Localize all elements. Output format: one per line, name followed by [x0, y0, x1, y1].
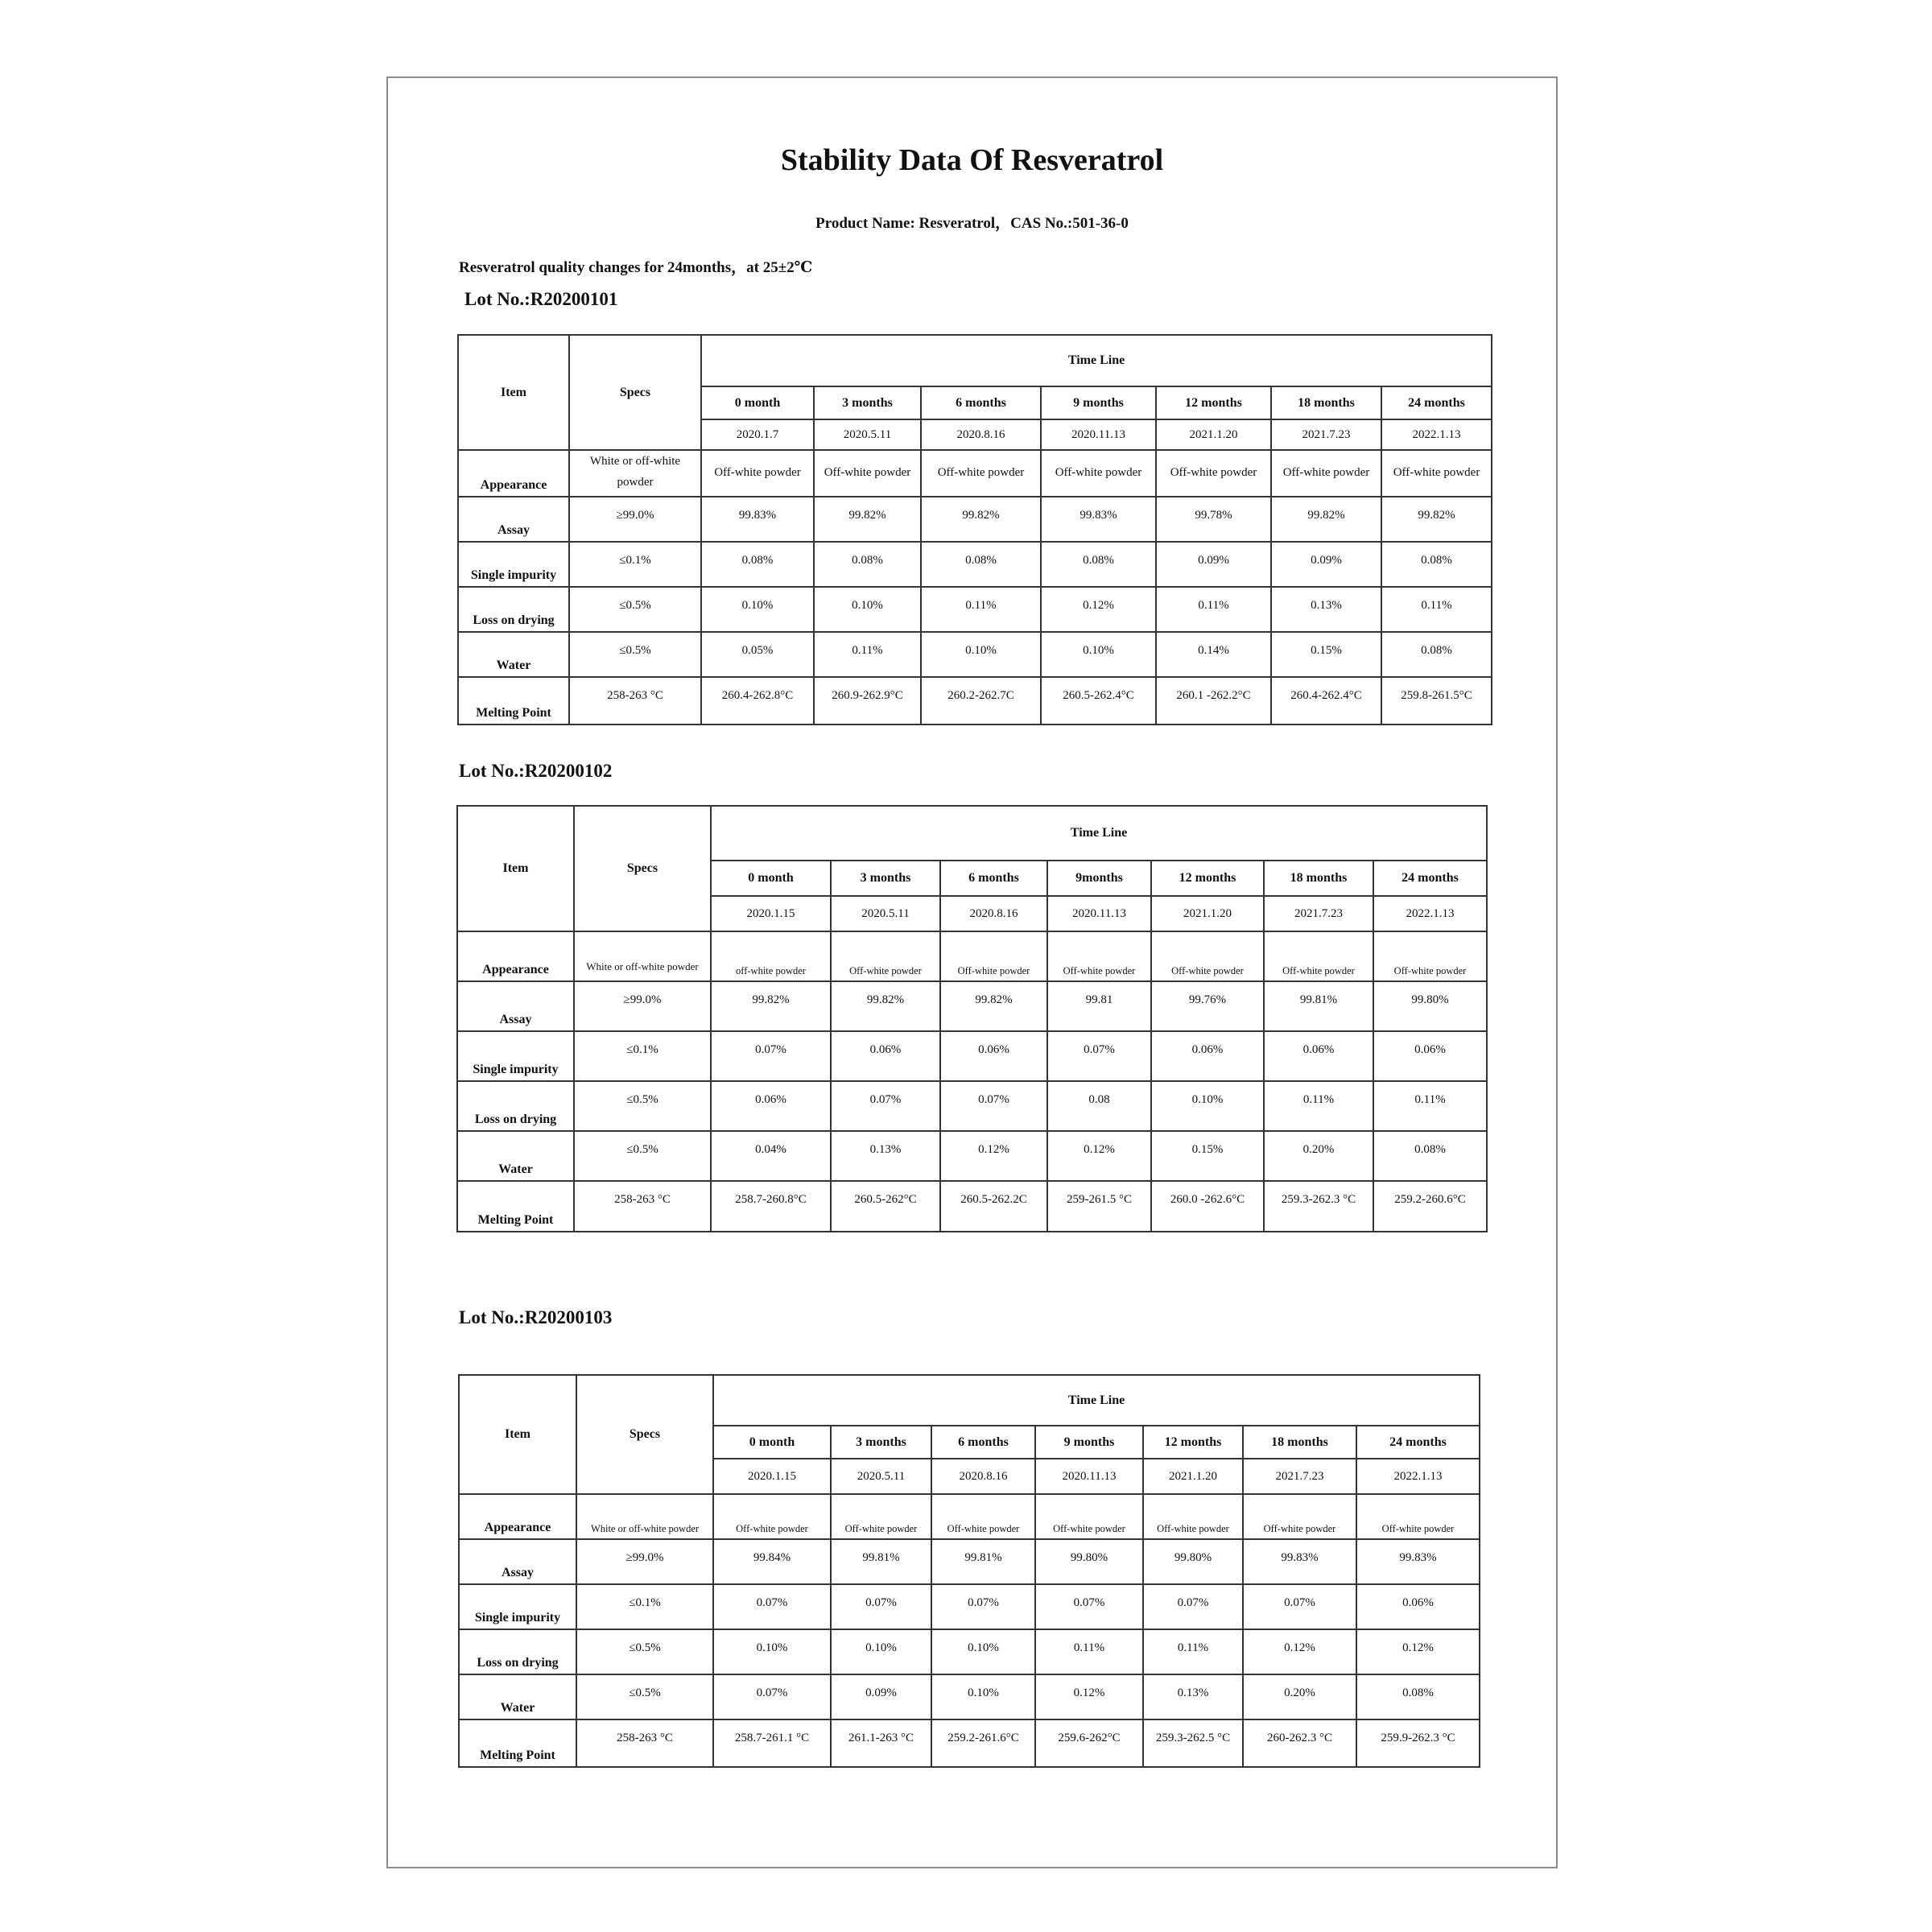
result-cell: 0.06% [1356, 1584, 1480, 1629]
result-cell: 0.07% [1143, 1584, 1243, 1629]
result-cell: 0.12% [1047, 1131, 1151, 1181]
result-cell: 0.07% [831, 1584, 931, 1629]
result-cell: 0.07% [711, 1031, 831, 1081]
result-cell: Off-white powder [1151, 931, 1264, 981]
item-label: Water [457, 1131, 574, 1181]
result-cell: 99.82% [1381, 497, 1492, 542]
result-cell: Off-white powder [1156, 450, 1271, 497]
table-row [457, 1031, 1487, 1081]
item-header: Item [458, 335, 569, 450]
result-cell: 99.82% [1271, 497, 1381, 542]
result-cell: 0.07% [940, 1081, 1047, 1131]
month-header: 9months [1047, 861, 1151, 896]
table-row [457, 981, 1487, 1031]
spec-value: White or off-white powder [576, 1494, 713, 1539]
result-cell: 0.13% [1143, 1674, 1243, 1719]
month-header: 18 months [1264, 861, 1373, 896]
timeline-header: Time Line [701, 335, 1492, 386]
result-cell: 0.05% [701, 632, 814, 677]
month-header: 18 months [1271, 386, 1381, 419]
test-date: 2020.5.11 [814, 419, 921, 450]
item-label: Melting Point [457, 1181, 574, 1232]
test-date: 2020.11.13 [1035, 1459, 1143, 1494]
result-cell: Off-white powder [921, 450, 1041, 497]
table-row [458, 587, 1492, 632]
result-cell: 259-261.5 °C [1047, 1181, 1151, 1232]
specs-header: Specs [574, 806, 711, 931]
spec-value: 258-263 °C [574, 1181, 711, 1232]
result-cell: 0.08% [701, 542, 814, 587]
result-cell: 99.82% [814, 497, 921, 542]
test-date: 2021.7.23 [1264, 896, 1373, 931]
result-cell: Off-white powder [1271, 450, 1381, 497]
result-cell: off-white powder [711, 931, 831, 981]
table-row [459, 1584, 1480, 1629]
result-cell: 0.11% [1156, 587, 1271, 632]
result-cell: 0.13% [831, 1131, 940, 1181]
product-info: Product Name: Resveratrol，CAS No.:501-36-0 [815, 215, 1129, 232]
lot-title-2: Lot No.:R20200102 [459, 761, 613, 781]
item-label: Melting Point [459, 1719, 576, 1767]
result-cell: Off-white powder [1143, 1494, 1243, 1539]
result-cell: 0.06% [1151, 1031, 1264, 1081]
item-label: Water [459, 1674, 576, 1719]
item-label: Loss on drying [458, 587, 569, 632]
result-cell: Off-white powder [831, 1494, 931, 1539]
result-cell: 0.20% [1243, 1674, 1356, 1719]
result-cell: 0.10% [1041, 632, 1156, 677]
result-cell: 99.81% [931, 1539, 1035, 1584]
result-cell: 0.07% [931, 1584, 1035, 1629]
stability-table-lot-2 [456, 805, 1488, 1232]
test-date: 2022.1.13 [1381, 419, 1492, 450]
result-cell: 99.83% [701, 497, 814, 542]
stability-table-lot-1 [457, 334, 1492, 725]
result-cell: 0.10% [701, 587, 814, 632]
result-cell: 0.09% [1156, 542, 1271, 587]
spec-value: ≤0.5% [576, 1674, 713, 1719]
result-cell: 258.7-260.8°C [711, 1181, 831, 1232]
test-date: 2022.1.13 [1356, 1459, 1480, 1494]
result-cell: 99.81% [1264, 981, 1373, 1031]
result-cell: 0.04% [711, 1131, 831, 1181]
result-cell: 260.2-262.7C [921, 677, 1041, 724]
result-cell: Off-white powder [1381, 450, 1492, 497]
item-label: Assay [458, 497, 569, 542]
month-header: 24 months [1356, 1426, 1480, 1459]
specs-header: Specs [576, 1375, 713, 1494]
result-cell: 259.2-260.6°C [1373, 1181, 1487, 1232]
result-cell: 99.83% [1041, 497, 1156, 542]
result-cell: 0.07% [713, 1584, 831, 1629]
result-cell: 0.07% [831, 1081, 940, 1131]
result-cell: 0.11% [1381, 587, 1492, 632]
lot-title-1: Lot No.:R20200101 [464, 289, 618, 309]
spec-value: ≥99.0% [574, 981, 711, 1031]
result-cell: 99.78% [1156, 497, 1271, 542]
result-cell: 0.11% [1264, 1081, 1373, 1131]
test-date: 2020.5.11 [831, 1459, 931, 1494]
result-cell: 0.06% [711, 1081, 831, 1131]
result-cell: 0.08% [814, 542, 921, 587]
table-row [458, 497, 1492, 542]
result-cell: 0.09% [1271, 542, 1381, 587]
spec-value: ≥99.0% [569, 497, 701, 542]
result-cell: 0.11% [814, 632, 921, 677]
result-cell: 260.9-262.9°C [814, 677, 921, 724]
result-cell: 0.12% [940, 1131, 1047, 1181]
item-label: Loss on drying [459, 1629, 576, 1674]
result-cell: 0.07% [1243, 1584, 1356, 1629]
month-header: 24 months [1373, 861, 1487, 896]
result-cell: 259.6-262°C [1035, 1719, 1143, 1767]
item-header: Item [459, 1375, 576, 1494]
result-cell: Off-white powder [940, 931, 1047, 981]
timeline-header: Time Line [713, 1375, 1480, 1426]
result-cell: 0.07% [713, 1674, 831, 1719]
spec-value: White or off-white powder [569, 450, 701, 497]
intro-text: Resveratrol quality changes for 24months，at 25±2℃ [459, 259, 813, 276]
result-cell: 0.10% [1151, 1081, 1264, 1131]
item-label: Single impurity [458, 542, 569, 587]
result-cell: 0.08 [1047, 1081, 1151, 1131]
result-cell: 0.10% [814, 587, 921, 632]
result-cell: 0.12% [1041, 587, 1156, 632]
table-row [459, 1494, 1480, 1539]
month-header: 3 months [831, 1426, 931, 1459]
table-row [457, 1131, 1487, 1181]
item-label: Appearance [458, 450, 569, 497]
month-header: 0 month [701, 386, 814, 419]
result-cell: 0.07% [1047, 1031, 1151, 1081]
table-row [458, 677, 1492, 724]
timeline-header: Time Line [711, 806, 1487, 861]
result-cell: 99.81 [1047, 981, 1151, 1031]
result-cell: 99.83% [1356, 1539, 1480, 1584]
month-header: 24 months [1381, 386, 1492, 419]
item-label: Water [458, 632, 569, 677]
table-row [458, 450, 1492, 497]
test-date: 2020.1.15 [713, 1459, 831, 1494]
spec-value: ≤0.5% [576, 1629, 713, 1674]
result-cell: 99.80% [1035, 1539, 1143, 1584]
result-cell: 99.76% [1151, 981, 1264, 1031]
result-cell: 260.4-262.8°C [701, 677, 814, 724]
result-cell: 260.0 -262.6°C [1151, 1181, 1264, 1232]
spec-value: ≤0.5% [569, 632, 701, 677]
lot-title-3: Lot No.:R20200103 [459, 1307, 613, 1327]
result-cell: 0.11% [921, 587, 1041, 632]
result-cell: 260.1 -262.2°C [1156, 677, 1271, 724]
result-cell: 99.81% [831, 1539, 931, 1584]
result-cell: 0.08% [1041, 542, 1156, 587]
test-date: 2020.11.13 [1047, 896, 1151, 931]
month-header: 0 month [713, 1426, 831, 1459]
spec-value: White or off-white powder [574, 931, 711, 981]
result-cell: 0.10% [713, 1629, 831, 1674]
month-header: 12 months [1143, 1426, 1243, 1459]
test-date: 2020.11.13 [1041, 419, 1156, 450]
header-row [459, 1375, 1480, 1426]
test-date: 2022.1.13 [1373, 896, 1487, 931]
header-row [458, 335, 1492, 386]
item-label: Single impurity [459, 1584, 576, 1629]
result-cell: 0.06% [831, 1031, 940, 1081]
table-row [457, 1081, 1487, 1131]
stability-table-lot-3 [458, 1374, 1480, 1768]
month-header: 0 month [711, 861, 831, 896]
result-cell: 259.3-262.3 °C [1264, 1181, 1373, 1232]
result-cell: 99.82% [921, 497, 1041, 542]
result-cell: 0.08% [1373, 1131, 1487, 1181]
item-label: Assay [459, 1539, 576, 1584]
test-date: 2021.1.20 [1151, 896, 1264, 931]
spec-value: 258-263 °C [569, 677, 701, 724]
test-date: 2021.1.20 [1143, 1459, 1243, 1494]
spec-value: ≤0.1% [576, 1584, 713, 1629]
result-cell: 0.15% [1271, 632, 1381, 677]
spec-value: ≤0.5% [574, 1131, 711, 1181]
result-cell: 0.07% [1035, 1584, 1143, 1629]
result-cell: 0.12% [1035, 1674, 1143, 1719]
result-cell: 99.80% [1373, 981, 1487, 1031]
spec-value: ≤0.1% [569, 542, 701, 587]
table-row [459, 1674, 1480, 1719]
result-cell: 99.83% [1243, 1539, 1356, 1584]
item-label: Loss on drying [457, 1081, 574, 1131]
result-cell: 0.09% [831, 1674, 931, 1719]
spec-value: 258-263 °C [576, 1719, 713, 1767]
table-row [459, 1629, 1480, 1674]
test-date: 2020.8.16 [940, 896, 1047, 931]
table-row [458, 632, 1492, 677]
result-cell: Off-white powder [814, 450, 921, 497]
result-cell: 259.2-261.6°C [931, 1719, 1035, 1767]
table-row [459, 1719, 1480, 1767]
result-cell: 259.9-262.3 °C [1356, 1719, 1480, 1767]
result-cell: Off-white powder [1243, 1494, 1356, 1539]
document-page [386, 76, 1558, 1868]
spec-value: ≤0.5% [574, 1081, 711, 1131]
result-cell: 0.13% [1271, 587, 1381, 632]
test-date: 2021.7.23 [1271, 419, 1381, 450]
result-cell: Off-white powder [931, 1494, 1035, 1539]
spec-value: ≤0.5% [569, 587, 701, 632]
item-label: Single impurity [457, 1031, 574, 1081]
result-cell: 0.06% [1373, 1031, 1487, 1081]
month-header: 6 months [921, 386, 1041, 419]
result-cell: 0.10% [921, 632, 1041, 677]
result-cell: 0.08% [1381, 632, 1492, 677]
result-cell: 0.08% [1356, 1674, 1480, 1719]
result-cell: Off-white powder [1041, 450, 1156, 497]
spec-value: ≥99.0% [576, 1539, 713, 1584]
test-date: 2020.5.11 [831, 896, 940, 931]
item-label: Assay [457, 981, 574, 1031]
header-row [457, 806, 1487, 861]
result-cell: 260.5-262°C [831, 1181, 940, 1232]
result-cell: 0.14% [1156, 632, 1271, 677]
result-cell: 99.82% [831, 981, 940, 1031]
result-cell: 0.15% [1151, 1131, 1264, 1181]
result-cell: Off-white powder [701, 450, 814, 497]
result-cell: 261.1-263 °C [831, 1719, 931, 1767]
month-header: 9 months [1041, 386, 1156, 419]
result-cell: Off-white powder [713, 1494, 831, 1539]
result-cell: Off-white powder [1356, 1494, 1480, 1539]
document-title: Stability Data Of Resveratrol [780, 143, 1164, 177]
test-date: 2020.8.16 [921, 419, 1041, 450]
month-header: 12 months [1156, 386, 1271, 419]
month-header: 9 months [1035, 1426, 1143, 1459]
result-cell: 99.80% [1143, 1539, 1243, 1584]
item-label: Appearance [459, 1494, 576, 1539]
month-header: 12 months [1151, 861, 1264, 896]
result-cell: Off-white powder [1264, 931, 1373, 981]
result-cell: Off-white powder [1047, 931, 1151, 981]
result-cell: 0.11% [1035, 1629, 1143, 1674]
table-row [457, 931, 1487, 981]
result-cell: 260.4-262.4°C [1271, 677, 1381, 724]
result-cell: 0.20% [1264, 1131, 1373, 1181]
month-header: 3 months [814, 386, 921, 419]
test-date: 2020.8.16 [931, 1459, 1035, 1494]
result-cell: 0.12% [1356, 1629, 1480, 1674]
result-cell: 0.08% [921, 542, 1041, 587]
test-date: 2021.1.20 [1156, 419, 1271, 450]
result-cell: 0.08% [1381, 542, 1492, 587]
table-row [457, 1181, 1487, 1232]
result-cell: 259.3-262.5 °C [1143, 1719, 1243, 1767]
test-date: 2021.7.23 [1243, 1459, 1356, 1494]
result-cell: 0.10% [931, 1674, 1035, 1719]
item-header: Item [457, 806, 574, 931]
result-cell: Off-white powder [1035, 1494, 1143, 1539]
test-date: 2020.1.15 [711, 896, 831, 931]
result-cell: 0.12% [1243, 1629, 1356, 1674]
result-cell: 0.11% [1143, 1629, 1243, 1674]
month-header: 6 months [931, 1426, 1035, 1459]
result-cell: 260.5-262.2C [940, 1181, 1047, 1232]
result-cell: 260-262.3 °C [1243, 1719, 1356, 1767]
table-row [459, 1539, 1480, 1584]
result-cell: 0.06% [940, 1031, 1047, 1081]
result-cell: 99.82% [711, 981, 831, 1031]
spec-value: ≤0.1% [574, 1031, 711, 1081]
result-cell: 0.06% [1264, 1031, 1373, 1081]
result-cell: 260.5-262.4°C [1041, 677, 1156, 724]
specs-header: Specs [569, 335, 701, 450]
result-cell: 258.7-261.1 °C [713, 1719, 831, 1767]
item-label: Appearance [457, 931, 574, 981]
month-header: 18 months [1243, 1426, 1356, 1459]
result-cell: 99.82% [940, 981, 1047, 1031]
result-cell: Off-white powder [1373, 931, 1487, 981]
result-cell: 0.11% [1373, 1081, 1487, 1131]
month-header: 3 months [831, 861, 940, 896]
result-cell: 99.84% [713, 1539, 831, 1584]
table-row [458, 542, 1492, 587]
result-cell: 0.10% [831, 1629, 931, 1674]
result-cell: 0.10% [931, 1629, 1035, 1674]
result-cell: 259.8-261.5°C [1381, 677, 1492, 724]
month-header: 6 months [940, 861, 1047, 896]
item-label: Melting Point [458, 677, 569, 724]
result-cell: Off-white powder [831, 931, 940, 981]
test-date: 2020.1.7 [701, 419, 814, 450]
